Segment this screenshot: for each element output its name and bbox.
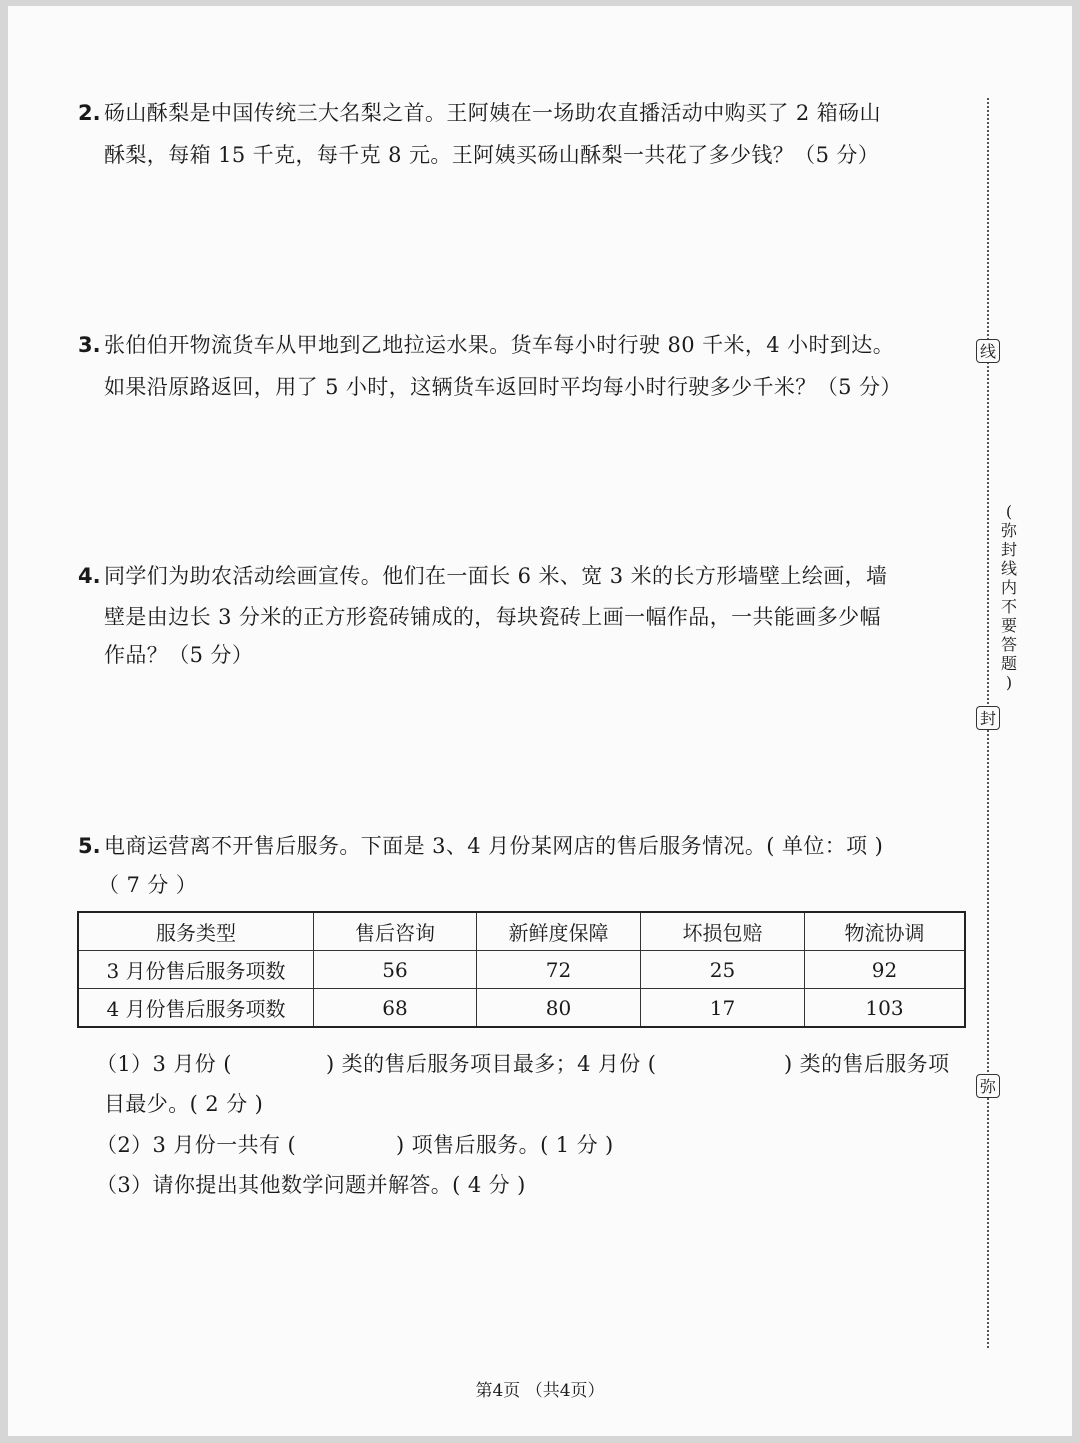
q2-number: 2. [78,101,101,125]
table-row [78,989,965,1028]
binding-note-char: 封 [1000,540,1017,559]
table-cell: 68 [314,989,477,1028]
table-header-cell: 新鲜度保障 [477,912,641,951]
table-header-cell: 坏损包赔 [641,912,805,951]
q3-line-1: 张伯伯开物流货车从甲地到乙地拉运水果。货车每小时行驶 80 千米，4 小时到达。 [104,333,895,357]
q4-line-1: 同学们为助农活动绘画宣传。他们在一面长 6 米、宽 3 米的长方形墙壁上绘画，墙 [104,564,888,588]
q5-sub1-part-a: （1）3 月份 ( [96,1052,232,1076]
binding-note-char: ) [1005,673,1013,692]
binding-note-char: ( [1005,502,1013,521]
table-cell: 56 [314,951,477,989]
q2-line-1: 砀山酥梨是中国传统三大名梨之首。王阿姨在一场助农直播活动中购买了 2 箱砀山 [104,101,881,125]
q4-line-3: 作品？（5 分） [104,643,254,667]
q5-sub2-part-a: （2）3 月份一共有 ( [96,1133,297,1157]
q4-number: 4. [78,564,101,588]
q5-sub1-part-b: ) 类的售后服务项目最多；4 月份 ( [326,1052,657,1076]
exam-page [8,6,1072,1436]
q4-line-2: 壁是由边长 3 分米的正方形瓷砖铺成的，每块瓷砖上画一幅作品，一共能画多少幅 [104,605,881,629]
q2-line-2: 酥梨，每箱 15 千克，每千克 8 元。王阿姨买砀山酥梨一共花了多少钱？（5 分） [104,143,880,167]
binding-mark-mi: 弥 [976,1074,1000,1098]
binding-mark-feng: 封 [976,706,1000,730]
q3-line-2: 如果沿原路返回，用了 5 小时，这辆货车返回时平均每小时行驶多少千米？（5 分） [104,375,902,399]
table-header-cell: 物流协调 [805,912,966,951]
q5-sub3: （3）请你提出其他数学问题并解答。( 4 分 ) [96,1173,526,1197]
table-cell: 3 月份售后服务项数 [78,951,314,989]
table-row [78,951,965,989]
service-table [77,911,966,1028]
page-footer: 第4页 （共4页） [475,1381,605,1401]
binding-note-char: 要 [1000,616,1017,635]
binding-mark-xian: 线 [976,339,1000,363]
table-cell: 4 月份售后服务项数 [78,989,314,1028]
q5-sub1-part-c: ) 类的售后服务项 [784,1052,950,1076]
table-header-row [78,912,965,951]
binding-note-char: 不 [1000,597,1017,616]
binding-note [998,502,1020,692]
table-cell: 25 [641,951,805,989]
q5-sub2-part-b: ) 项售后服务。( 1 分 ) [396,1133,614,1157]
table-cell: 92 [805,951,966,989]
table-cell: 103 [805,989,966,1028]
table-cell: 17 [641,989,805,1028]
binding-note-char: 弥 [1000,521,1017,540]
q5-line-1: 电商运营离不开售后服务。下面是 3、4 月份某网店的售后服务情况。( 单位：项 ) [104,834,884,858]
table-cell: 72 [477,951,641,989]
q3-number: 3. [78,333,101,357]
binding-note-char: 答 [1000,635,1017,654]
q5-sub1-part-d: 目最少。( 2 分 ) [104,1092,264,1116]
binding-note-char: 内 [1000,578,1017,597]
q5-line-2: （ 7 分 ） [98,873,198,897]
table-header-cell: 售后咨询 [314,912,477,951]
binding-note-char: 题 [1000,654,1017,673]
binding-note-char: 线 [1000,559,1017,578]
q5-number: 5. [78,834,101,858]
table-header-cell: 服务类型 [78,912,314,951]
table-cell: 80 [477,989,641,1028]
